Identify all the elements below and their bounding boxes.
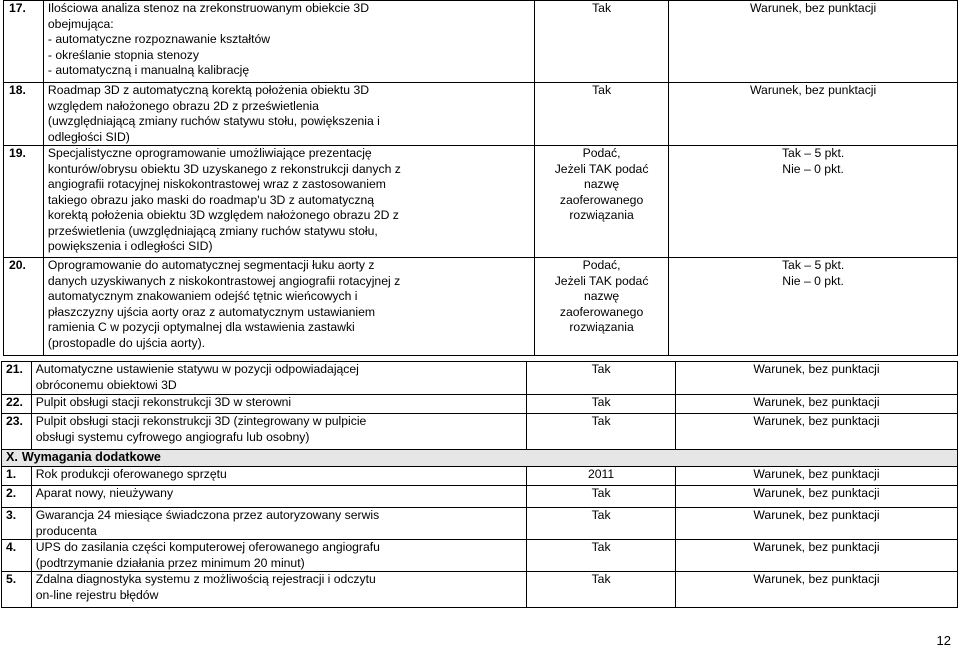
table-row (4, 83, 958, 146)
row-answer: Tak (534, 83, 668, 146)
table-row (2, 508, 958, 540)
page-number: 12 (936, 633, 951, 648)
row-number: 5. (2, 572, 32, 608)
section-title: Wymagania dodatkowe (21, 450, 161, 464)
table-row (2, 572, 958, 608)
row-points: Warunek, bez punktacji (675, 508, 957, 540)
section-number: X. (6, 450, 18, 464)
row-points: Warunek, bez punktacji (675, 486, 957, 508)
requirements-table-bottom (1, 361, 958, 608)
row-points: Warunek, bez punktacji (669, 1, 958, 83)
row-description: Specjalistyczne oprogramowanie umożliwiające prezentację konturów/obrysu obiektu 3D uzyskanego z rekonstrukcji danych z angiografii rotacyjnej niskokontrastowej wraz z zastosowaniem takiego obrazu jako maski do roadmap'u 3D z automatyczną korektą położenia obiektu 3D względem nałożonego obrazu 2D z prześwietlenia (uwzględniającą zmiany ruchów statywu stołu, powiększenia i odległości SID) (43, 146, 534, 258)
row-number: 2. (2, 486, 32, 508)
row-answer: Tak (527, 486, 676, 508)
row-answer: Podać, Jeżeli TAK podać nazwę zaoferowanego rozwiązania (534, 258, 668, 356)
row-points: Warunek, bez punktacji (669, 83, 958, 146)
row-answer: Tak (534, 1, 668, 83)
requirements-table-top (3, 0, 958, 356)
row-number: 22. (2, 395, 32, 414)
row-number: 21. (2, 362, 32, 395)
row-number: 23. (2, 414, 32, 450)
table-row (2, 414, 958, 450)
row-description: Aparat nowy, nieużywany (31, 486, 526, 508)
row-answer: 2011 (527, 467, 676, 486)
row-number: 18. (4, 83, 44, 146)
row-points: Warunek, bez punktacji (675, 540, 957, 572)
row-answer: Podać, Jeżeli TAK podać nazwę zaoferowanego rozwiązania (534, 146, 668, 258)
table-row (4, 146, 958, 258)
row-description: Pulpit obsługi stacji rekonstrukcji 3D (zintegrowany w pulpicie obsługi systemu cyfrowego angiografu lub osobny) (31, 414, 526, 450)
row-number: 20. (4, 258, 44, 356)
table-row (2, 540, 958, 572)
row-answer: Tak (527, 572, 676, 608)
row-answer: Tak (527, 414, 676, 450)
row-description: Zdalna diagnostyka systemu z możliwością rejestracji i odczytu on-line rejestru błędów (31, 572, 526, 608)
row-number: 1. (2, 467, 32, 486)
row-number: 19. (4, 146, 44, 258)
row-points: Warunek, bez punktacji (675, 572, 957, 608)
row-points: Warunek, bez punktacji (675, 362, 957, 395)
table-row (4, 258, 958, 356)
row-answer: Tak (527, 540, 676, 572)
row-points: Warunek, bez punktacji (675, 467, 957, 486)
row-points: Warunek, bez punktacji (675, 395, 957, 414)
table-row (4, 1, 958, 83)
row-description: Ilościowa analiza stenoz na zrekonstruowanym obiekcie 3D obejmująca: - automatyczne rozpoznawanie kształtów - określanie stopnia stenozy - automatyczną i manualną kalibrację (43, 1, 534, 83)
row-answer: Tak (527, 362, 676, 395)
row-points: Warunek, bez punktacji (675, 414, 957, 450)
row-number: 4. (2, 540, 32, 572)
row-number: 3. (2, 508, 32, 540)
row-number: 17. (4, 1, 44, 83)
row-description: UPS do zasilania części komputerowej oferowanego angiografu (podtrzymanie działania przez minimum 20 minut) (31, 540, 526, 572)
section-header-row (2, 450, 958, 467)
row-answer: Tak (527, 508, 676, 540)
row-description: Roadmap 3D z automatyczną korektą położenia obiektu 3D względem nałożonego obrazu 2D z prześwietlenia (uwzględniającą zmiany ruchów statywu stołu, powiększenia i odległości SID) (43, 83, 534, 146)
row-description: Automatyczne ustawienie statywu w pozycji odpowiadającej obróconemu obiektowi 3D (31, 362, 526, 395)
section-header (2, 450, 958, 467)
row-description: Oprogramowanie do automatycznej segmentacji łuku aorty z danych uzyskiwanych z niskokontrastowej angiografii rotacyjnej z automatycznym znakowaniem odejść tętnic wieńcowych i płaszczyzny ujścia aorty oraz z automatycznym ustawianiem ramienia C w pozycji optymalnej dla wstawienia zastawki (prostopadle do ujścia aorty). (43, 258, 534, 356)
row-answer: Tak (527, 395, 676, 414)
table-row (2, 362, 958, 395)
table-row (2, 467, 958, 486)
table-row (2, 486, 958, 508)
row-description: Rok produkcji oferowanego sprzętu (31, 467, 526, 486)
table-row (2, 395, 958, 414)
row-points: Tak – 5 pkt. Nie – 0 pkt. (669, 258, 958, 356)
row-points: Tak – 5 pkt. Nie – 0 pkt. (669, 146, 958, 258)
row-description: Gwarancja 24 miesiące świadczona przez autoryzowany serwis producenta (31, 508, 526, 540)
row-description: Pulpit obsługi stacji rekonstrukcji 3D w sterowni (31, 395, 526, 414)
